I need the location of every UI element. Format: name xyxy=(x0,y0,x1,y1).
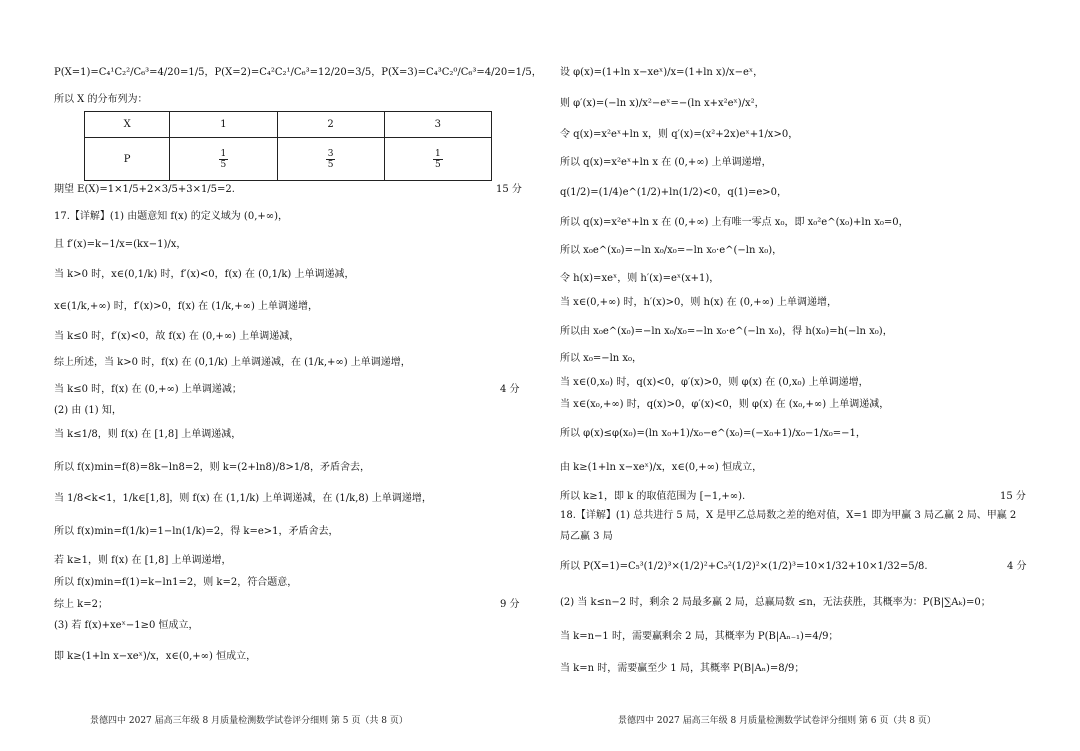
solution-line: 所以 x₀e^(x₀)=−ln x₀/x₀=−ln x₀·e^(−ln x₀)， xyxy=(560,245,783,256)
solution-line: 令 q(x)=x²eˣ+ln x，则 q′(x)=(x²+2x)eˣ+1/x>0， xyxy=(560,129,799,140)
table-cell: P xyxy=(85,138,170,181)
fraction xyxy=(433,149,443,170)
score-label: 4 分 xyxy=(500,384,520,395)
solution-line: 所以 P(X=1)=C₅³(1/2)³×(1/2)²+C₅²(1/2)²×(1/2)³=10×1/32+10×1/32=5/8. xyxy=(560,561,928,572)
fraction-numerator: 1 xyxy=(220,148,227,159)
table-cell: 2 xyxy=(277,112,384,138)
fraction-denominator: 5 xyxy=(220,159,227,170)
score-label: 4 分 xyxy=(1007,561,1027,572)
solution-line: 所以 f(x)min=f(1/k)=1−ln(1/k)=2，得 k=e>1，矛盾舍去， xyxy=(54,526,339,537)
solution-line: 所以 X 的分布列为： xyxy=(54,94,148,105)
solution-line: 17.【详解】(1) 由题意知 f(x) 的定义域为 (0,+∞)， xyxy=(54,211,288,222)
solution-line: 当 k≤0 时，f(x) 在 (0,+∞) 上单调递减； xyxy=(54,384,242,395)
table-row xyxy=(85,138,492,181)
solution-line: 当 k=n 时，需要赢至少 1 局，其概率 P(B|Aₙ)=8/9； xyxy=(560,663,805,674)
solution-line: 当 k=n−1 时，需要赢剩余 2 局，其概率为 P(B|Aₙ₋₁)=4/9； xyxy=(560,631,839,642)
score-label: 15 分 xyxy=(1000,491,1026,502)
solution-line: 所以 q(x)=x²eˣ+ln x 在 (0,+∞) 上单调递增， xyxy=(560,157,772,168)
solution-line: P(X=1)=C₄¹C₂²/C₆³=4/20=1/5，P(X=2)=C₄²C₂¹/C₆³=12/20=3/5，P(X=3)=C₄³C₂⁰/C₆³=4/20=1/5， xyxy=(54,67,542,78)
solution-line: 当 x∈(0,x₀) 时，q(x)<0，φ′(x)>0，则 φ(x) 在 (0,x₀) 上单调递增， xyxy=(560,377,869,388)
table-cell xyxy=(384,138,491,181)
distribution-table xyxy=(84,111,492,181)
solution-line: 令 h(x)=xeˣ，则 h′(x)=eˣ(x+1)， xyxy=(560,273,720,284)
solution-line: 期望 E(X)=1×1/5+2×3/5+3×1/5=2. xyxy=(54,184,235,195)
solution-line: 所以 k≥1，即 k 的取值范围为 [−1,+∞). xyxy=(560,491,746,502)
right-page xyxy=(540,0,1080,751)
table-row xyxy=(85,112,492,138)
solution-line: (3) 若 f(x)+xeˣ−1≥0 恒成立， xyxy=(54,620,199,631)
solution-line: 综上所述，当 k>0 时，f(x) 在 (0,1/k) 上单调递减，在 (1/k,+∞) 上单调递增， xyxy=(54,357,411,368)
table-cell: X xyxy=(85,112,170,138)
table-cell: 1 xyxy=(170,112,277,138)
solution-line: 所以 f(x)min=f(1)=k−ln1=2，则 k=2，符合题意， xyxy=(54,577,298,588)
solution-line: 由 k≥(1+ln x−xeˣ)/x，x∈(0,+∞) 恒成立， xyxy=(560,462,763,473)
fraction xyxy=(219,149,229,170)
solution-line: 当 x∈(x₀,+∞) 时，q(x)>0，φ′(x)<0，则 φ(x) 在 (x₀,+∞) 上单调递减， xyxy=(560,399,890,410)
solution-line: 所以 φ(x)≤φ(x₀)=(ln x₀+1)/x₀−e^(x₀)=(−x₀+1)/x₀−1/x₀=−1， xyxy=(560,428,866,439)
table-cell xyxy=(170,138,277,181)
table-cell xyxy=(277,138,384,181)
solution-line: 则 φ′(x)=(−ln x)/x²−eˣ=−(ln x+x²eˣ)/x²， xyxy=(560,98,765,109)
solution-line: 所以 f(x)min=f(8)=8k−ln8=2，则 k=(2+ln8)/8>1/8，矛盾舍去， xyxy=(54,462,370,473)
page-footer: 景德四中 2027 届高三年级 8 月质量检测数学试卷评分细则 第 6 页（共 8 页） xyxy=(618,716,936,726)
solution-line: 当 x∈(0,+∞) 时，h′(x)>0，则 h(x) 在 (0,+∞) 上单调递增， xyxy=(560,297,837,308)
solution-line: 18.【详解】(1) 总共进行 5 局，X 是甲乙总局数之差的绝对值，X=1 即为甲赢 3 局乙赢 2 局、甲赢 2 xyxy=(560,510,1017,521)
solution-line: 即 k≥(1+ln x−xeˣ)/x，x∈(0,+∞) 恒成立， xyxy=(54,651,257,662)
solution-line: q(1/2)=(1/4)e^(1/2)+ln(1/2)<0，q(1)=e>0， xyxy=(560,187,788,198)
fraction-numerator: 3 xyxy=(327,148,334,159)
table-cell: 3 xyxy=(384,112,491,138)
page-footer: 景德四中 2027 届高三年级 8 月质量检测数学试卷评分细则 第 5 页（共 8 页） xyxy=(90,716,408,726)
solution-line: 设 φ(x)=(1+ln x−xeˣ)/x=(1+ln x)/x−eˣ， xyxy=(560,67,764,78)
score-label: 9 分 xyxy=(500,599,520,610)
solution-line: (2) 当 k≤n−2 时，剩余 2 局最多赢 2 局，总赢局数 ≤n，无法获胜，其概率为：P(B|∑Aₖ)=0； xyxy=(560,597,991,608)
solution-line: 当 k>0 时，x∈(0,1/k) 时，f′(x)<0，f(x) 在 (0,1/k) 上单调递减， xyxy=(54,269,355,280)
solution-line: 所以 q(x)=x²eˣ+ln x 在 (0,+∞) 上有唯一零点 x₀，即 x₀²e^(x₀)+ln x₀=0， xyxy=(560,217,909,228)
fraction-denominator: 5 xyxy=(435,159,441,170)
solution-line: 当 k≤1/8，则 f(x) 在 [1,8] 上单调递减， xyxy=(54,429,242,440)
fraction-denominator: 5 xyxy=(327,159,334,170)
solution-line: 局乙赢 3 局 xyxy=(560,531,613,542)
solution-line: 若 k≥1，则 f(x) 在 [1,8] 上单调递增， xyxy=(54,555,232,566)
solution-line: (2) 由 (1) 知， xyxy=(54,405,122,416)
fraction-numerator: 1 xyxy=(435,148,441,159)
solution-line: 当 1/8<k<1，1/k∈[1,8]，则 f(x) 在 (1,1/k) 上单调递减，在 (1/k,8) 上单调递增， xyxy=(54,493,432,504)
solution-line: 所以 x₀=−ln x₀， xyxy=(560,353,643,364)
solution-line: 所以由 x₀e^(x₀)=−ln x₀/x₀=−ln x₀·e^(−ln x₀)，得 h(x₀)=h(−ln x₀)， xyxy=(560,326,893,337)
solution-line: x∈(1/k,+∞) 时，f′(x)>0，f(x) 在 (1/k,+∞) 上单调递增， xyxy=(54,301,319,312)
solution-line: 综上 k=2； xyxy=(54,599,108,610)
solution-line: 且 f′(x)=k−1/x=(kx−1)/x， xyxy=(54,239,187,250)
score-label: 15 分 xyxy=(496,184,522,195)
fraction xyxy=(326,149,336,170)
solution-line: 当 k≤0 时，f′(x)<0，故 f(x) 在 (0,+∞) 上单调递减， xyxy=(54,331,300,342)
